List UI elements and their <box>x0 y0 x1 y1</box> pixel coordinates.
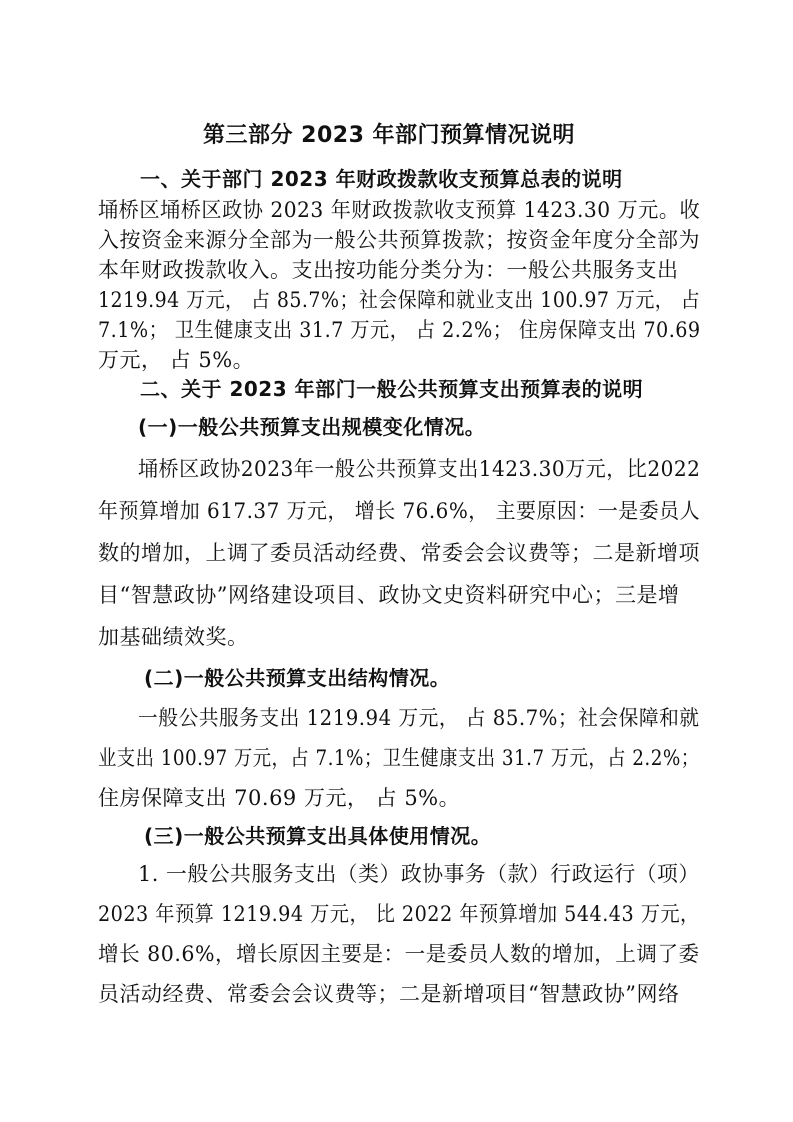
sub3-line-2: 2023 年预算 1219.94 万元， 比 2022 年预算增加 544.43 万元， <box>98 902 700 926</box>
section1-line-5: 7.1%； 卫生健康支出 31.7 万元， 占 2.2%； 住房保障支出 70.69 <box>98 318 701 342</box>
sub1-line-2: 年预算增加 617.37 万元， 增长 76.6%， 主要原因：一是委员人 <box>98 499 701 523</box>
sub2-line-2: 业支出 100.97 万元，占 7.1%；卫生健康支出 31.7 万元，占 2.2%； <box>98 746 700 770</box>
sub3-heading: (三)一般公共预算支出具体使用情况。 <box>144 824 492 848</box>
section1-line-2: 入按资金来源分全部为一般公共预算拨款；按资金年度分全部为 <box>98 228 700 252</box>
section1-line-4: 1219.94 万元， 占 85.7%；社会保障和就业支出 100.97 万元， 占 <box>98 288 701 312</box>
page-title: 第三部分 2023 年部门预算情况说明 <box>203 123 576 148</box>
sub1-line-3: 数的增加，上调了委员活动经费、常委会会议费等；二是新增项 <box>98 541 700 565</box>
section1-line-1: 埇桥区埇桥区政协 2023 年财政拨款收支预算 1423.30 万元。收 <box>98 198 701 222</box>
sub2-line-3: 住房保障支出 70.69 万元， 占 5%。 <box>98 786 461 810</box>
section1-line-6: 万元， 占 5%。 <box>98 348 255 372</box>
sub2-heading: (二)一般公共预算支出结构情况。 <box>144 666 451 690</box>
sub3-line-4: 员活动经费、常委会会议费等；二是新增项目“智慧政协”网络 <box>98 982 680 1006</box>
sub1-line-4: 目“智慧政协”网络建设项目、政协文史资料研究中心；三是增 <box>98 583 680 607</box>
sub3-line-1: 1. 一般公共服务支出（类）政协事务（款）行政运行（项） <box>138 862 700 886</box>
sub1-line-1: 埇桥区政协2023年一般公共预算支出1423.30万元，比2022 <box>138 457 701 481</box>
section2-heading: 二、关于 2023 年部门一般公共预算支出预算表的说明 <box>140 377 644 401</box>
sub2-line-1: 一般公共服务支出 1219.94 万元， 占 85.7%；社会保障和就 <box>138 706 700 730</box>
sub3-line-3: 增长 80.6%，增长原因主要是：一是委员人数的增加，上调了委 <box>98 942 700 966</box>
sub1-line-5: 加基础绩效奖。 <box>98 625 249 649</box>
section1-heading: 一、关于部门 2023 年财政拨款收支预算总表的说明 <box>140 167 623 191</box>
section1-line-3: 本年财政拨款收入。支出按功能分类分为：一般公共服务支出 <box>98 258 679 282</box>
sub1-heading: (一)一般公共预算支出规模变化情况。 <box>138 415 486 439</box>
